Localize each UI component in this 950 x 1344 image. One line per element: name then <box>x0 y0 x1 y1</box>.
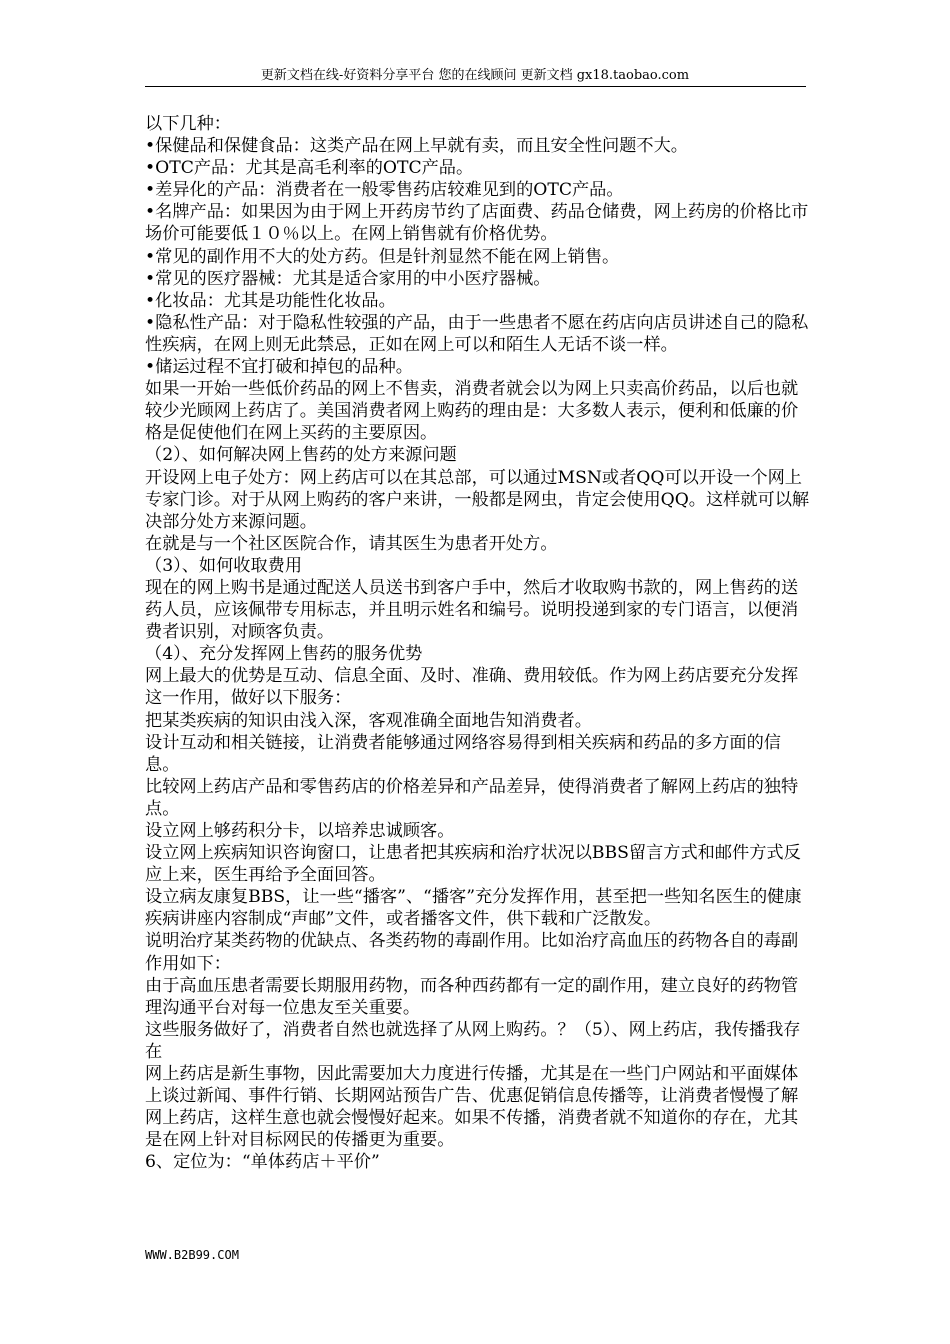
page-footer: WWW.B2B99.COM <box>145 1248 239 1262</box>
bullet-item: •常见的医疗器械：尤其是适合家用的中小医疗器械。 <box>145 268 551 289</box>
section-heading: （2）、如何解决网上售药的处方来源问题 <box>145 445 457 466</box>
paragraph: 这些服务做好了，消费者自然也就选择了从网上购药。？（5）、网上药店，我传播我存在 <box>145 1019 801 1062</box>
bullet-item: •OTC产品：尤其是高毛利率的OTC产品。 <box>145 158 474 179</box>
paragraph: 设立网上疾病知识咨询窗口，让患者把其疾病和治疗状况以BBS留言方式和邮件方式反应上来，医生再给予全面回答。 <box>145 843 801 886</box>
bullet-item: •常见的副作用不大的处方药。但是针剂显然不能在网上销售。 <box>145 246 620 267</box>
bullet-item: •隐私性产品：对于隐私性较强的产品，由于一些患者不愿在药店向店员讲述自己的隐私性疾病，在网上则无此禁忌，正如在网上可以和陌生人无话不谈一样。 <box>145 312 809 355</box>
paragraph: 开设网上电子处方：网上药店可以在其总部，可以通过MSN或者QQ可以开设一个网上专家门诊。对于从网上购药的客户来讲，一般都是网虫，肯定会使用QQ。这样就可以解决部分处方来源问题。 <box>145 467 810 532</box>
paragraph: 网上最大的优势是互动、信息全面、及时、准确、费用较低。作为网上药店要充分发挥这一作用，做好以下服务： <box>145 666 799 709</box>
paragraph: 现在的网上购书是通过配送人员送书到客户手中，然后才收取购书款的，网上售药的送药人员，应该佩带专用标志，并且明示姓名和编号。说明投递到家的专门语言，以便消费者识别，对顾客负责。 <box>145 577 799 643</box>
section-heading: （4）、充分发挥网上售药的服务优势 <box>145 644 423 665</box>
paragraph: 把某类疾病的知识由浅入深，客观准确全面地告知消费者。 <box>145 710 592 731</box>
paragraph: 设计互动和相关链接，让消费者能够通过网络容易得到相关疾病和药品的多方面的信息。 <box>145 732 781 775</box>
header-divider <box>145 86 806 87</box>
section-heading: 6、定位为：“单体药店＋平价” <box>145 1152 380 1173</box>
paragraph: 如果一开始一些低价药品的网上不售卖，消费者就会以为网上只卖高价药品，以后也就较少光顾网上药店了。美国消费者网上购药的理由是：大多数人表示，便利和低廉的价格是促使他们在网上买药的主要原因。 <box>145 379 799 444</box>
paragraph: 设立病友康复BBS，让一些“播客”、“播客”充分发挥作用，甚至把一些知名医生的健康疾病讲座内容制成“声邮”文件，或者播客文件，供下载和广泛散发。 <box>145 887 802 930</box>
bullet-item: •化妆品：尤其是功能性化妆品。 <box>145 290 396 311</box>
paragraph: 说明治疗某类药物的优缺点、各类药物的毒副作用。比如治疗高血压的药物各自的毒副作用如下： <box>145 931 799 974</box>
paragraph: 在就是与一个社区医院合作，请其医生为患者开处方。 <box>145 533 558 554</box>
bullet-item: •差异化的产品：消费者在一般零售药店较难见到的OTC产品。 <box>145 180 624 201</box>
bullet-item: •保健品和保健食品：这类产品在网上早就有卖，而且安全性问题不大。 <box>145 136 688 157</box>
paragraph: 网上药店是新生事物，因此需要加大力度进行传播，尤其是在一些门户网站和平面媒体上谈过新闻、事件行销、长期网站预告广告、优惠促销信息传播等，让消费者慢慢了解网上药店，这样生意也就会慢慢好起来。如果不传播，消费者就不知道你的存在，尤其是在网上针对目标网民的传播更为重要。 <box>145 1064 799 1151</box>
document-body <box>145 113 815 1174</box>
paragraph: 由于高血压患者需要长期服用药物，而各种西药都有一定的副作用，建立良好的药物管理沟通平台对每一位患友至关重要。 <box>145 975 799 1018</box>
section-heading: （3）、如何收取费用 <box>145 555 303 576</box>
paragraph: 设立网上够药积分卡，以培养忠诚顾客。 <box>145 821 455 841</box>
page-header: 更新文档在线-好资料分享平台 您的在线顾问 更新文档 gx18.taobao.com <box>260 68 690 83</box>
bullet-item: •名牌产品：如果因为由于网上开药房节约了店面费、药品仓储费，网上药房的价格比市场价可能要低１０％以上。在网上销售就有价格优势。 <box>145 202 809 245</box>
bullet-item: •储运过程不宜打破和掉包的品种。 <box>145 357 413 378</box>
paragraph: 比较网上药店产品和零售药店的价格差异和产品差异，使得消费者了解网上药店的独特点。 <box>145 776 799 819</box>
paragraph: 以下几种： <box>145 114 231 134</box>
